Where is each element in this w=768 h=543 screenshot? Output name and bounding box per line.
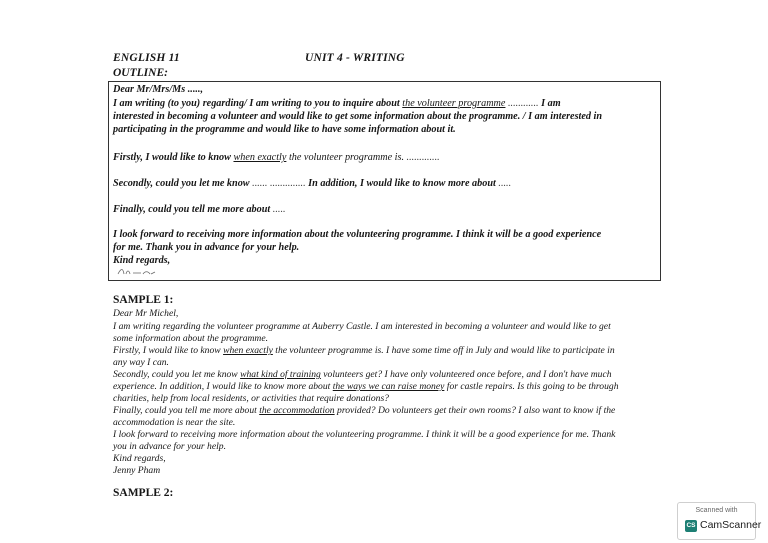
sample1-text: Firstly, I would like to know	[113, 345, 221, 356]
outline-closing: for me. Thank you in advance for your help.	[113, 242, 300, 253]
sample1-greeting: Dear Mr Michel,	[113, 308, 179, 319]
sample2-heading: SAMPLE 2:	[113, 487, 174, 499]
sample1-line: charities, help from local residents, or activities that require donations?	[113, 393, 389, 404]
outline-line: participating in the programme and would like to have some information about it.	[113, 124, 456, 135]
outline-box	[108, 81, 661, 281]
outline-blank: ...... ..............	[252, 178, 306, 189]
course-title: ENGLISH 11	[113, 52, 180, 64]
sample1-text: for castle repairs. Is this going to be through	[446, 381, 619, 392]
sample1-line: accommodation is near the site.	[113, 417, 236, 428]
outline-underlined: when exactly	[233, 152, 287, 163]
camscanner-badge	[677, 502, 762, 540]
sample1-underlined: what kind of training	[240, 369, 321, 380]
outline-blank: .....	[498, 178, 512, 189]
unit-title: UNIT 4 - WRITING	[305, 52, 405, 64]
sample1-text: experience. In addition, I would like to know more about	[113, 381, 331, 392]
outline-blank: .....	[272, 204, 286, 215]
outline-text: In addition, I would like to know more about	[308, 178, 496, 189]
outline-heading: OUTLINE:	[113, 67, 168, 79]
sample1-text: Finally, could you tell me more about	[113, 405, 257, 416]
sample1-text: Secondly, could you let me know	[113, 369, 238, 380]
sample1-sign-off: Kind regards,	[113, 453, 166, 464]
sample1-underlined: the ways we can raise money	[332, 381, 445, 392]
outline-line	[113, 98, 561, 109]
outline-text: the volunteer programme is.	[288, 152, 404, 163]
sample1-heading: SAMPLE 1:	[113, 294, 174, 306]
sample1-line: some information about the programme.	[113, 333, 269, 344]
sample1-line	[113, 405, 615, 416]
outline-sign-off: Kind regards,	[113, 255, 171, 266]
outline-underlined: the volunteer programme	[402, 98, 506, 109]
sample1-line: I look forward to receiving more information about the volunteering programme. I think it will be a good experience for me. Thank	[113, 429, 616, 440]
sample1-text: volunteers get? I have only volunteered once before, and I don't have much	[323, 369, 612, 380]
sample1-line	[113, 345, 615, 356]
sample1-line	[113, 369, 612, 380]
sample1-line: any way I can.	[113, 357, 169, 368]
sample1-line: you in advance for your help.	[113, 441, 226, 452]
sample1-text: the volunteer programme is. I have some time off in July and would like to participate in	[275, 345, 615, 356]
outline-secondly	[113, 178, 511, 189]
outline-blank: ............	[508, 98, 539, 109]
sample1-text: provided? Do volunteers get their own rooms? I also want to know if the	[337, 405, 616, 416]
handwritten-scribble	[117, 265, 157, 277]
outline-text: I am	[541, 98, 561, 109]
scanned-with-label: Scanned with	[695, 507, 738, 514]
camscanner-name: CamScanner	[700, 519, 762, 531]
sample1-signature: Jenny Pham	[113, 465, 161, 476]
outline-text: Finally, could you tell me more about	[113, 204, 271, 215]
outline-text: I am writing (to you) regarding/ I am writing to you to inquire about	[113, 98, 400, 109]
camscanner-logo-icon: CS	[685, 520, 697, 532]
outline-greeting: Dear Mr/Mrs/Ms .....,	[113, 84, 204, 95]
outline-text: Secondly, could you let me know	[113, 178, 250, 189]
outline-closing: I look forward to receiving more information about the volunteering programme. I think it will be a good experience	[113, 229, 602, 240]
sample1-underlined: when exactly	[223, 345, 273, 356]
sample1-line	[113, 381, 619, 392]
sample1-line: I am writing regarding the volunteer programme at Auberry Castle. I am interested in becoming a volunteer and would like to get	[113, 321, 611, 332]
outline-firstly	[113, 152, 440, 163]
sample1-underlined: the accommodation	[259, 405, 335, 416]
outline-text: Firstly, I would like to know	[113, 152, 231, 163]
outline-blank: .............	[406, 152, 440, 163]
outline-finally	[113, 204, 286, 215]
outline-line: interested in becoming a volunteer and would like to get some information about the programme. / I am interested in	[113, 111, 603, 122]
